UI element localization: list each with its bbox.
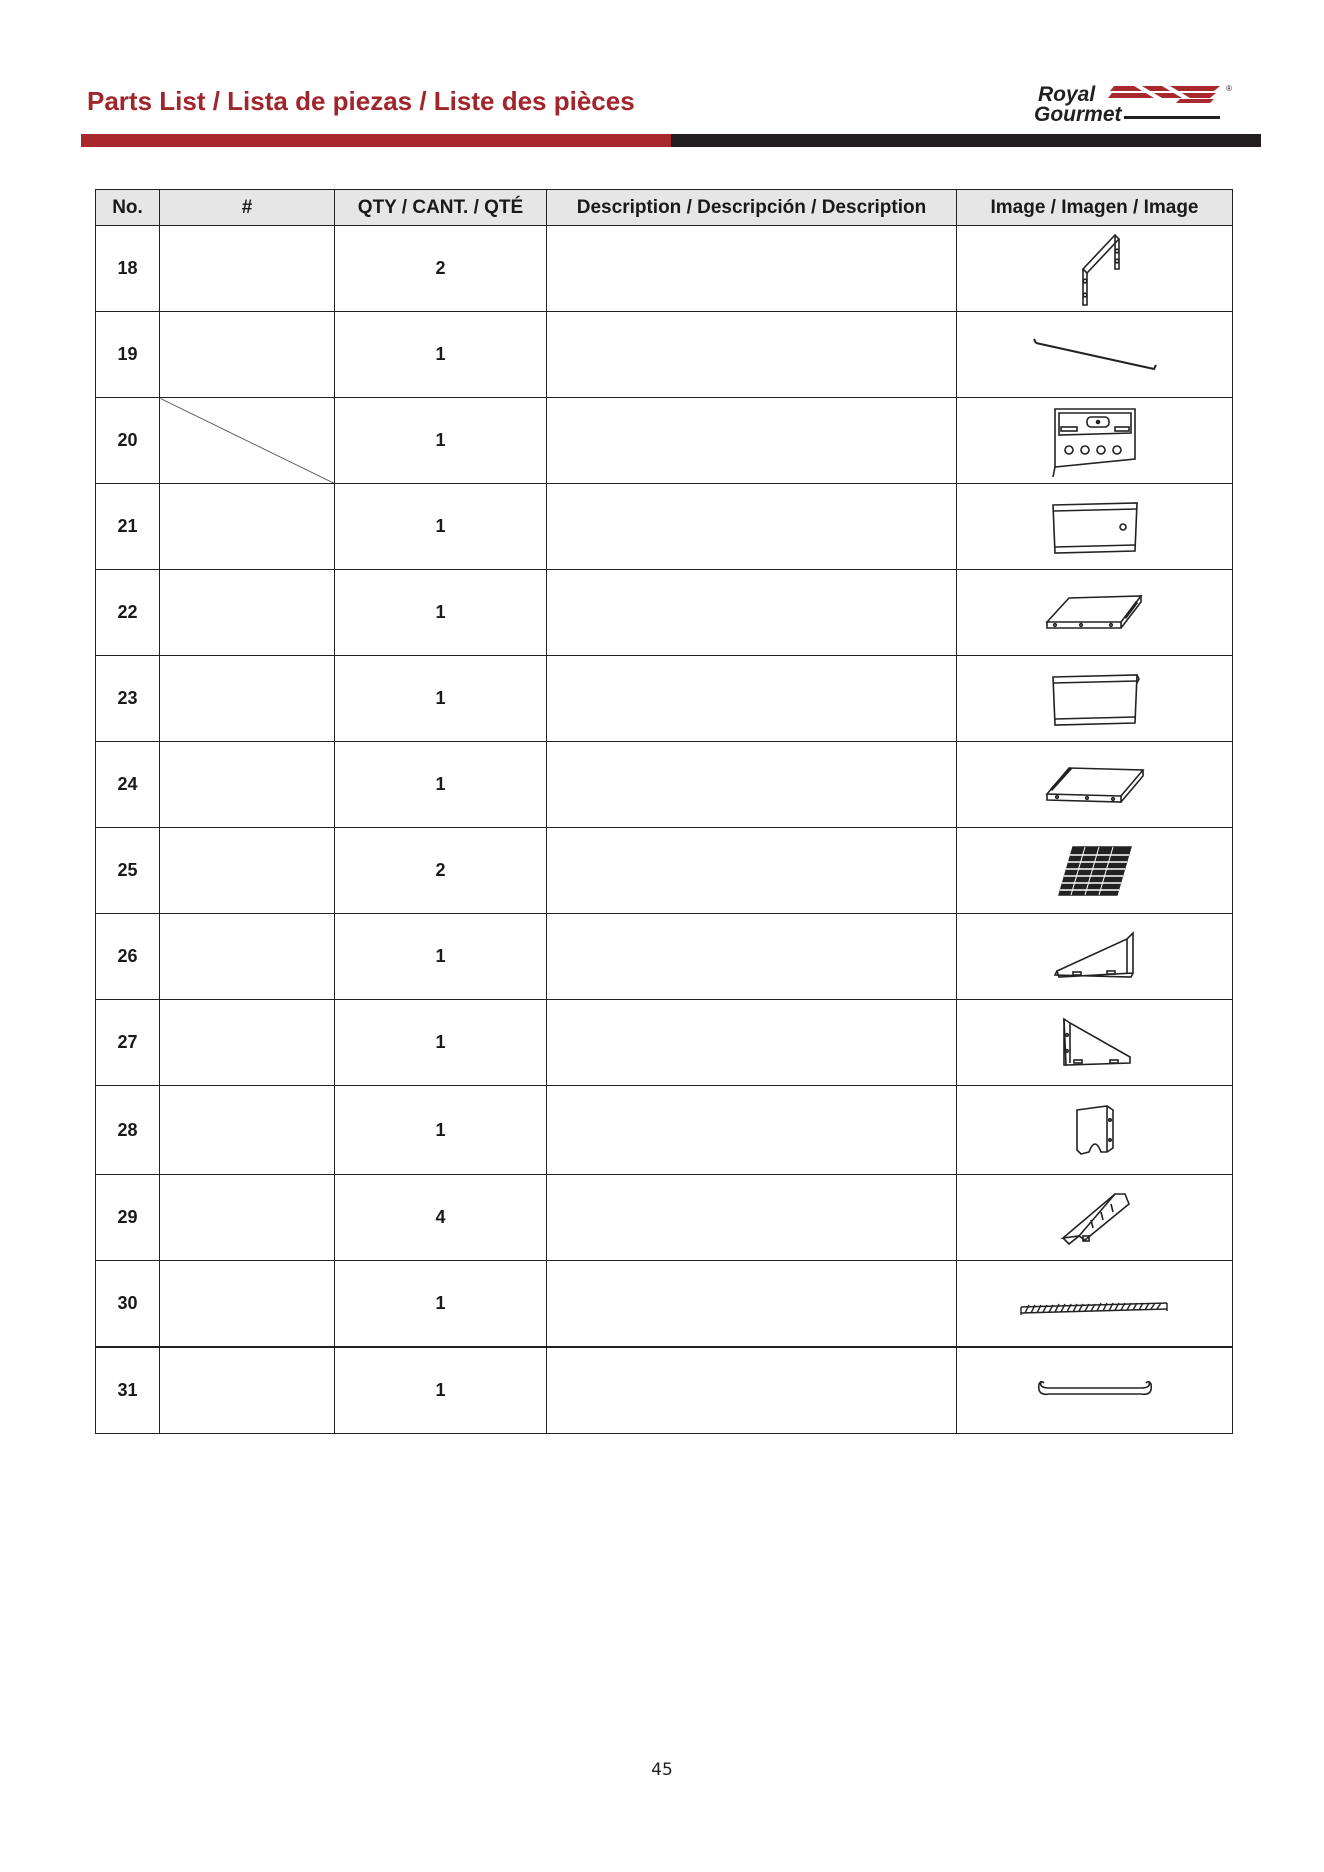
column-header-image: Image / Imagen / Image (957, 190, 1233, 226)
table-row (96, 1000, 1233, 1086)
part-code (160, 226, 335, 312)
part-code (160, 398, 335, 484)
part-image (957, 828, 1233, 914)
part-image (957, 484, 1233, 570)
royal-gourmet-logo (1030, 82, 1240, 124)
part-image (957, 226, 1233, 312)
part-code (160, 484, 335, 570)
part-image (957, 398, 1233, 484)
table-row (96, 742, 1233, 828)
panel-with-hole-icon (1047, 497, 1143, 557)
part-quantity: 1 (335, 1086, 547, 1175)
header-bar-red (81, 134, 671, 147)
part-image (957, 656, 1233, 742)
triangle-bracket-left-icon (1050, 1011, 1140, 1075)
part-image (957, 1175, 1233, 1261)
part-image (957, 570, 1233, 656)
tray-icon (1043, 588, 1147, 638)
part-quantity: 4 (335, 1175, 547, 1261)
part-number: 23 (96, 656, 160, 742)
part-quantity: 1 (335, 1261, 547, 1348)
part-quantity: 1 (335, 398, 547, 484)
part-number: 21 (96, 484, 160, 570)
table-row (96, 914, 1233, 1000)
column-header-part: # (160, 190, 335, 226)
part-quantity: 1 (335, 742, 547, 828)
part-image (957, 1086, 1233, 1175)
part-description (547, 914, 957, 1000)
registered-mark: ® (1226, 84, 1232, 93)
part-number: 19 (96, 312, 160, 398)
cooking-grate-icon (1055, 841, 1135, 901)
part-code (160, 1175, 335, 1261)
part-code (160, 828, 335, 914)
rod-icon (1030, 333, 1160, 377)
part-image (957, 1000, 1233, 1086)
panel-icon (1047, 669, 1143, 729)
control-panel-icon (1047, 401, 1143, 481)
part-quantity: 1 (335, 1000, 547, 1086)
warming-rack-icon (1015, 1289, 1175, 1319)
part-number: 18 (96, 226, 160, 312)
column-header-description: Description / Descripción / Description (547, 190, 957, 226)
part-description (547, 828, 957, 914)
table-row (96, 1347, 1233, 1434)
part-quantity: 1 (335, 914, 547, 1000)
part-number: 26 (96, 914, 160, 1000)
part-code (160, 656, 335, 742)
part-image (957, 1261, 1233, 1348)
part-number: 24 (96, 742, 160, 828)
part-description (547, 312, 957, 398)
part-description (547, 226, 957, 312)
page-number: 45 (651, 1760, 673, 1780)
part-description (547, 1261, 957, 1348)
part-number: 30 (96, 1261, 160, 1348)
page-title: Parts List / Lista de piezas / Liste des pièces (87, 86, 635, 116)
table-row (96, 570, 1233, 656)
flame-stripes-icon (1108, 86, 1220, 103)
part-code (160, 914, 335, 1000)
table-row (96, 1086, 1233, 1175)
logo-text-gourmet: Gourmet (1034, 103, 1122, 124)
table-row (96, 1175, 1233, 1261)
part-code (160, 1086, 335, 1175)
triangle-bracket-right-icon (1047, 927, 1143, 987)
part-description (547, 1086, 957, 1175)
table-row (96, 398, 1233, 484)
part-quantity: 1 (335, 570, 547, 656)
part-description (547, 656, 957, 742)
part-image (957, 1347, 1233, 1434)
part-description (547, 1000, 957, 1086)
handle-icon (1035, 1376, 1155, 1406)
part-number: 25 (96, 828, 160, 914)
flame-tamer-icon (1055, 1186, 1135, 1250)
part-number: 22 (96, 570, 160, 656)
table-row (96, 484, 1233, 570)
part-description (547, 398, 957, 484)
part-description (547, 570, 957, 656)
part-description (547, 484, 957, 570)
part-number: 29 (96, 1175, 160, 1261)
part-number: 27 (96, 1000, 160, 1086)
table-row (96, 1261, 1233, 1348)
table-header-row (96, 190, 1233, 226)
part-quantity: 2 (335, 226, 547, 312)
part-image (957, 914, 1233, 1000)
part-code (160, 1000, 335, 1086)
part-description (547, 1347, 957, 1434)
part-code (160, 312, 335, 398)
part-code (160, 1261, 335, 1348)
part-quantity: 1 (335, 484, 547, 570)
header-bar-dark (671, 134, 1261, 147)
table-row (96, 656, 1233, 742)
logo-text-royal: Royal (1038, 83, 1096, 106)
part-code (160, 1347, 335, 1434)
part-number: 20 (96, 398, 160, 484)
table-row (96, 312, 1233, 398)
column-header-no: No. (96, 190, 160, 226)
parts-table (95, 189, 1233, 1434)
part-number: 28 (96, 1086, 160, 1175)
part-description (547, 1175, 957, 1261)
part-code (160, 570, 335, 656)
column-header-qty: QTY / CANT. / QTÉ (335, 190, 547, 226)
part-quantity: 1 (335, 312, 547, 398)
heat-shield-icon (1067, 1100, 1123, 1160)
table-row (96, 226, 1233, 312)
part-quantity: 1 (335, 656, 547, 742)
part-image (957, 312, 1233, 398)
part-number: 31 (96, 1347, 160, 1434)
part-description (547, 742, 957, 828)
part-code (160, 742, 335, 828)
part-quantity: 2 (335, 828, 547, 914)
table-row (96, 828, 1233, 914)
part-quantity: 1 (335, 1347, 547, 1434)
side-bracket-icon (1065, 229, 1125, 309)
bottom-tray-icon (1043, 758, 1147, 812)
part-image (957, 742, 1233, 828)
